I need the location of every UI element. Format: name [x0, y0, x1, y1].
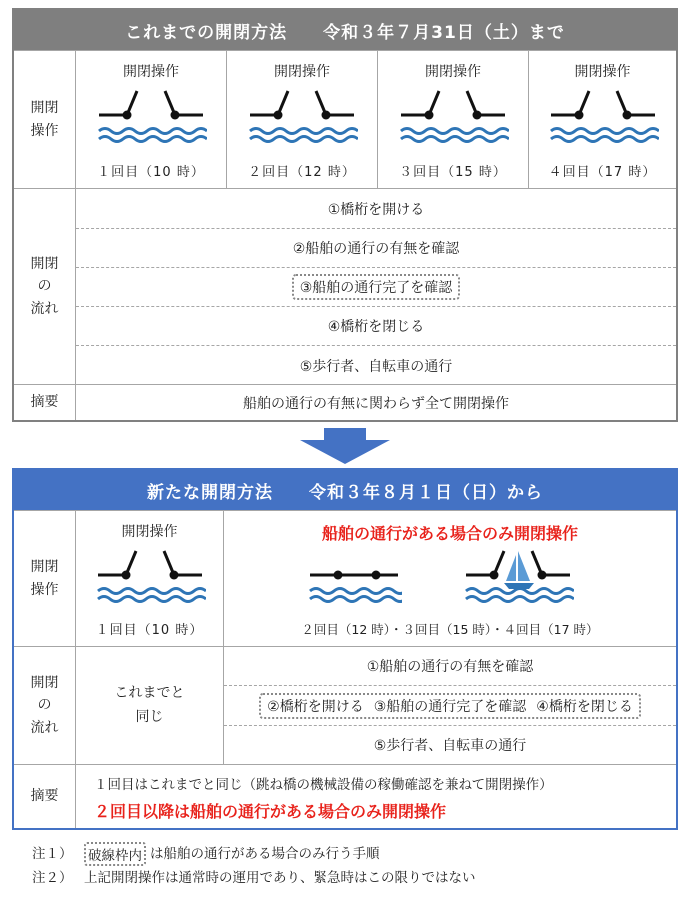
bridge-open-icon	[397, 87, 509, 145]
new-flow-header: 開閉 の 流れ	[14, 647, 76, 764]
old-flow-row	[14, 188, 676, 384]
old-op-header: 開閉 操作	[14, 51, 76, 188]
bridge-open-icon	[547, 87, 659, 145]
bridge-closed-icon	[306, 547, 402, 605]
old-op-cell-4: 開閉操作 ４回目（17 時）	[529, 51, 676, 188]
new-flow-step-5: ⑤歩行者、自転車の通行	[224, 725, 676, 764]
new-op-cell-conditional	[224, 511, 676, 646]
old-op-row	[14, 50, 676, 188]
old-summary: 船舶の通行の有無に関わらず全て開閉操作	[243, 395, 509, 412]
old-op-cell-2: 開閉操作 ２回目（12 時）	[227, 51, 378, 188]
old-flow-step-2: ②船舶の通行の有無を確認	[76, 228, 676, 267]
new-summary-1: １回目はこれまでと同じ（跳ね橋の機械設備の稼働確認を兼ねて開閉操作）	[94, 777, 553, 793]
old-title-bar	[14, 10, 676, 50]
new-flow-steps-2-4: ②橋桁を開ける ③船舶の通行完了を確認 ④橋桁を閉じる	[224, 685, 676, 725]
conditional-title: 船舶の通行がある場合のみ開閉操作	[321, 524, 578, 543]
note-dotted-box: 破線枠内	[84, 842, 146, 866]
new-summary-2: ２回目以降は船舶の通行がある場合のみ開閉操作	[94, 802, 447, 821]
note-2: 注２） 上記開閉操作は通常時の運用であり、緊急時はこの限りではない	[32, 870, 476, 886]
old-date: 令和３年７月31日（土）まで	[323, 22, 565, 43]
new-flow-step-1: ①船舶の通行の有無を確認	[366, 659, 534, 675]
note-1: 注１） 破線枠内 は船舶の通行がある場合のみ行う手順	[32, 842, 380, 866]
old-flow-step-1: ①橋桁を開ける	[327, 201, 425, 218]
same-as-before: これまでと 同じ	[76, 647, 224, 764]
old-flow-step-3: ③船舶の通行完了を確認	[76, 267, 676, 306]
old-summary-row	[14, 384, 676, 420]
old-op-cell-3: 開閉操作 ３回目（15 時）	[378, 51, 529, 188]
new-op-row	[14, 510, 676, 646]
down-arrow-icon	[300, 428, 390, 464]
new-flow-row	[14, 646, 676, 764]
old-title: これまでの開閉方法	[125, 22, 288, 43]
bridge-open-with-ship-icon	[462, 547, 574, 605]
old-method-panel	[12, 8, 678, 422]
old-flow-step-4: ④橋桁を閉じる	[76, 306, 676, 345]
new-summary-row	[14, 764, 676, 828]
old-flow-header: 開閉 の 流れ	[14, 189, 76, 384]
old-flow-step-5: ⑤歩行者、自転車の通行	[76, 345, 676, 385]
new-date: 令和３年８月１日（日）から	[309, 482, 543, 503]
bridge-open-icon	[95, 87, 207, 145]
bridge-open-icon	[246, 87, 358, 145]
new-title-bar	[14, 470, 676, 510]
new-method-panel	[12, 468, 678, 830]
new-op-cell-1: 開閉操作 １回目（10 時）	[76, 511, 224, 646]
new-summary-header: 摘要	[14, 765, 76, 828]
other-times: ２回目（12 時）・３回目（15 時）・４回目（17 時）	[301, 622, 599, 637]
old-op-cell-1: 開閉操作 １回目（10 時）	[76, 51, 227, 188]
new-op-header: 開閉 操作	[14, 511, 76, 646]
bridge-open-icon	[94, 547, 206, 605]
new-title: 新たな開閉方法	[147, 482, 273, 503]
old-summary-header: 摘要	[14, 385, 76, 420]
